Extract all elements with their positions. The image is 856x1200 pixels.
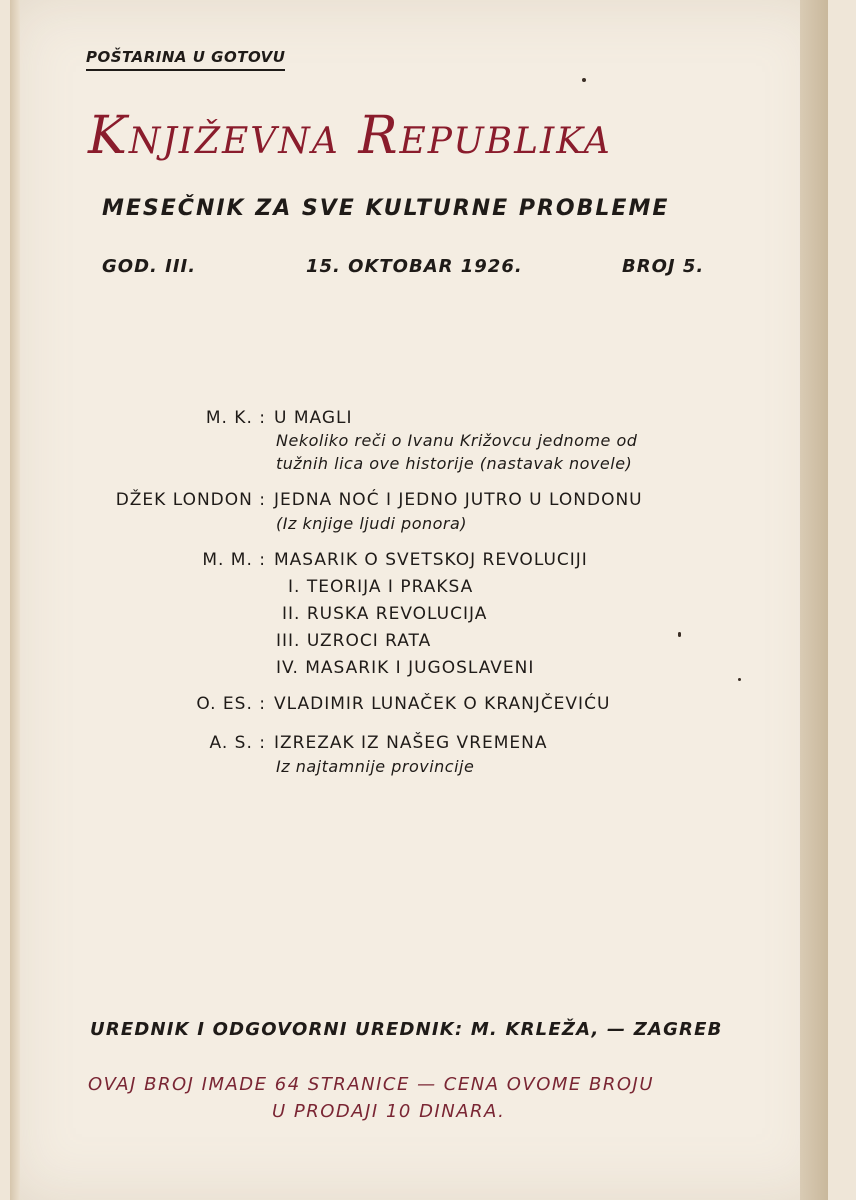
postage-note: POŠTARINA U GOTOVU: [86, 48, 285, 71]
toc-part: IV. MASARIK I JUGOSLAVENI: [276, 658, 535, 678]
toc-title: IZREZAK IZ NAŠEG VREMENA: [274, 733, 548, 753]
paper-speck: [738, 678, 741, 681]
toc-part: II. RUSKA REVOLUCIJA: [282, 604, 488, 624]
toc-subtitle: Iz najtamnije provincije: [276, 757, 475, 776]
paper-right-edge: [800, 0, 828, 1200]
volume-label: GOD. III.: [102, 256, 197, 277]
toc-part: III. UZROCI RATA: [276, 631, 432, 651]
masthead-subtitle: MESEČNIK ZA SVE KULTURNE PROBLEME: [102, 196, 670, 221]
toc-subtitle: (Iz knjige ljudi ponora): [276, 514, 468, 533]
toc-title: VLADIMIR LUNAČEK O KRANJČEVIĆU: [274, 694, 611, 714]
toc-title: MASARIK O SVETSKOJ REVOLUCIJI: [274, 550, 588, 570]
toc-title: U MAGLI: [274, 408, 353, 428]
paper-speck: [582, 78, 586, 82]
editor-line: UREDNIK I ODGOVORNI UREDNIK: M. KRLEŽA, — ZAGREB: [90, 1019, 723, 1040]
paper-left-edge: [10, 0, 20, 1200]
paper-speck: [678, 632, 681, 637]
issue-number: BROJ 5.: [622, 256, 705, 277]
toc-author: M. K. :: [205, 408, 266, 428]
issue-date: 15. OKTOBAR 1926.: [306, 256, 523, 277]
magazine-cover: [10, 0, 828, 1200]
toc-author: O. ES. :: [196, 694, 266, 714]
toc-author: DŽEK LONDON :: [115, 490, 266, 510]
toc-author: M. M. :: [202, 550, 266, 570]
toc-author: A. S. :: [209, 733, 266, 753]
toc-subtitle: Nekoliko reči o Ivanu Križovcu jednome od: [276, 431, 638, 450]
toc-part: I. TEORIJA I PRAKSA: [288, 577, 474, 597]
toc-subtitle: tužnih lica ove historije (nastavak novele): [276, 454, 633, 473]
toc-title: JEDNA NOĆ I JEDNO JUTRO U LONDONU: [274, 490, 643, 510]
price-line-2: U PRODAJI 10 DINARA.: [272, 1101, 506, 1122]
price-line-1: OVAJ BROJ IMADE 64 STRANICE — CENA OVOME BROJU: [88, 1074, 655, 1095]
masthead-title: Književna Republika: [88, 106, 612, 166]
